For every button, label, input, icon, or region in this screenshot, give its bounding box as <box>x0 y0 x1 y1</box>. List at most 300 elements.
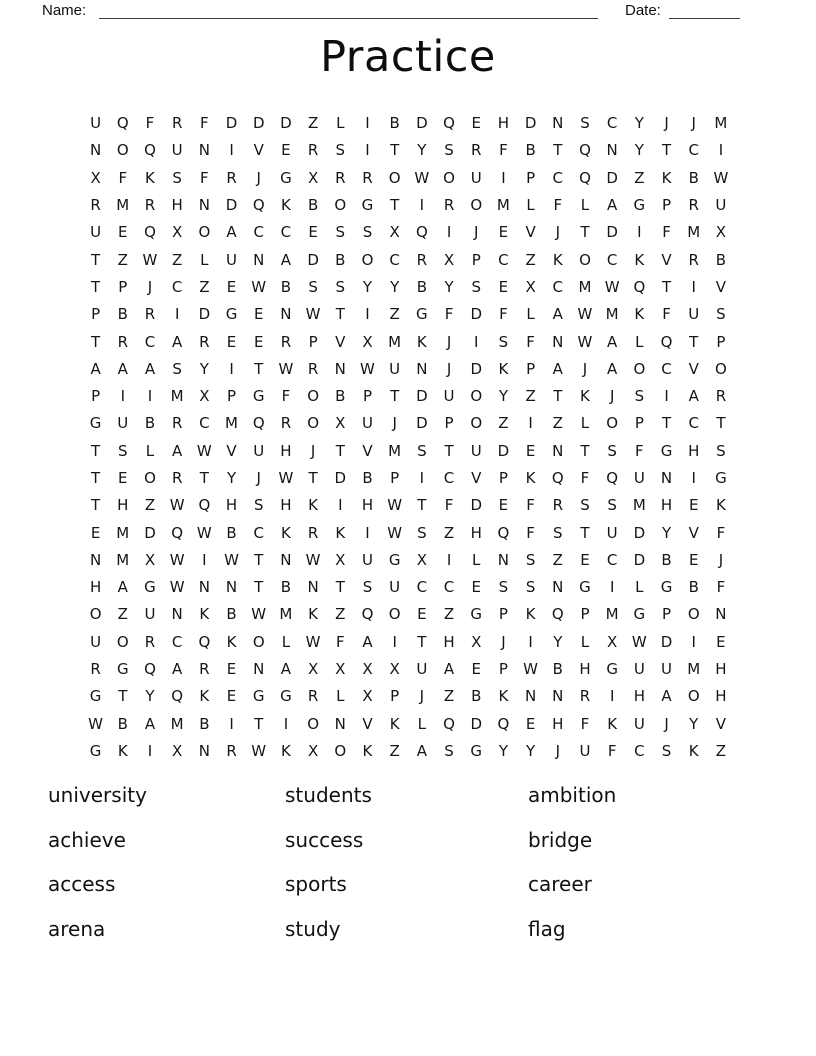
grid-letter: X <box>362 660 373 679</box>
grid-letter: K <box>389 714 400 733</box>
grid-letter: W <box>305 305 321 324</box>
grid-letter: A <box>552 359 563 378</box>
grid-letter: E <box>498 223 509 242</box>
grid-letter: O <box>633 359 646 378</box>
grid-letter: N <box>198 141 210 160</box>
grid-letter: H <box>443 632 455 651</box>
grid-letter: W <box>169 550 185 569</box>
grid-letter: C <box>144 332 156 351</box>
grid-letter: U <box>579 741 591 760</box>
grid-letter: N <box>524 687 537 706</box>
puzzle-title: Practice <box>320 32 496 82</box>
grid-letter: G <box>606 660 618 679</box>
grid-letter: A <box>144 714 156 733</box>
grid-letter: A <box>552 305 563 324</box>
grid-letter: G <box>89 741 102 760</box>
grid-letter: K <box>308 605 319 624</box>
grid-letter: I <box>120 387 125 406</box>
grid-letter: D <box>497 441 510 460</box>
grid-letter: S <box>118 441 128 460</box>
word-list-column <box>285 773 372 951</box>
grid-letter: X <box>416 550 427 569</box>
grid-letter: Q <box>551 469 564 487</box>
grid-letter: N <box>280 550 292 569</box>
grid-letter: A <box>607 359 618 378</box>
grid-letter: I <box>147 387 153 406</box>
grid-letter: S <box>553 523 563 542</box>
grid-letter: E <box>90 523 101 542</box>
grid-letter: L <box>580 414 590 433</box>
grid-letter: S <box>525 578 536 597</box>
grid-letter: J <box>446 359 452 378</box>
grid-letter: Z <box>552 414 563 433</box>
grid-letter: D <box>252 114 265 133</box>
grid-letter: U <box>661 660 673 679</box>
grid-letter: W <box>414 168 430 187</box>
grid-letter: U <box>443 387 455 406</box>
grid-letter: V <box>715 714 727 733</box>
grid-letter: B <box>144 414 156 433</box>
grid-letter: H <box>579 660 591 679</box>
grid-letter: J <box>501 632 506 651</box>
grid-letter: N <box>497 550 510 569</box>
grid-letter: I <box>691 632 696 651</box>
grid-letter: I <box>664 387 669 406</box>
grid-letter: E <box>253 332 264 351</box>
grid-letter: K <box>580 387 590 406</box>
grid-letter: K <box>117 741 128 760</box>
grid-letter: K <box>688 741 699 760</box>
grid-letter: U <box>361 414 373 433</box>
grid-letter: O <box>116 632 129 651</box>
grid-letter: G <box>660 441 673 460</box>
grid-letter: W <box>387 523 403 542</box>
grid-letter: B <box>715 250 727 269</box>
grid-letter: N <box>334 359 346 378</box>
grid-letter: S <box>335 277 346 296</box>
grid-letter: R <box>171 414 183 433</box>
grid-letter: A <box>90 359 101 378</box>
grid-letter: E <box>716 632 726 651</box>
grid-letter: B <box>416 277 427 296</box>
grid-letter: G <box>388 550 401 569</box>
grid-letter: U <box>144 605 156 624</box>
grid-letter: F <box>281 387 291 406</box>
grid-letter: M <box>116 523 130 542</box>
grid-letter: S <box>716 441 726 460</box>
grid-letter: K <box>280 196 291 215</box>
grid-letter: W <box>577 332 593 351</box>
grid-letter: T <box>661 414 672 433</box>
grid-letter: C <box>171 632 183 651</box>
grid-letter: J <box>310 441 316 460</box>
grid-letter: Z <box>389 305 400 324</box>
grid-letter: U <box>416 660 428 679</box>
grid-letter: B <box>226 523 237 542</box>
grid-letter: B <box>307 196 319 215</box>
grid-letter: S <box>417 441 427 460</box>
grid-letter: J <box>691 114 696 133</box>
word-list-item: career <box>528 872 592 897</box>
grid-letter: O <box>687 687 700 706</box>
grid-letter: F <box>716 523 726 542</box>
grid-letter: R <box>335 168 346 187</box>
date-blank-line <box>669 3 740 19</box>
grid-letter: T <box>308 469 318 487</box>
grid-letter: R <box>443 196 455 215</box>
grid-letter: P <box>471 250 481 269</box>
grid-letter: O <box>252 632 265 651</box>
grid-letter: T <box>580 223 590 242</box>
word-list-item: flag <box>528 917 566 942</box>
grid-letter: E <box>308 223 318 242</box>
grid-letter: M <box>714 114 728 133</box>
grid-letter: H <box>470 523 482 542</box>
date-label: Date: <box>625 2 661 19</box>
word-list-item: study <box>285 917 341 942</box>
grid-letter: W <box>169 496 185 515</box>
grid-letter: U <box>226 250 238 269</box>
grid-letter: P <box>634 414 644 433</box>
grid-letter: W <box>251 605 267 624</box>
grid-letter: N <box>89 141 102 160</box>
grid-letter: C <box>498 250 509 269</box>
grid-letter: F <box>444 305 454 324</box>
word-list-item: success <box>285 827 364 852</box>
grid-letter: A <box>117 578 128 597</box>
grid-letter: T <box>254 714 264 733</box>
grid-letter: K <box>525 605 536 624</box>
grid-letter: W <box>305 632 321 651</box>
grid-letter: N <box>552 441 564 460</box>
grid-letter: T <box>417 496 427 515</box>
grid-letter: M <box>170 714 184 733</box>
grid-letter: W <box>196 523 212 542</box>
grid-letter: J <box>664 114 669 133</box>
grid-letter: I <box>174 305 180 324</box>
grid-letter: O <box>715 359 727 378</box>
grid-letter: K <box>226 632 237 651</box>
grid-letter: L <box>580 196 590 215</box>
grid-letter: Q <box>660 332 673 351</box>
grid-letter: Q <box>252 414 265 433</box>
grid-letter: P <box>390 469 400 487</box>
grid-letter: Q <box>116 114 129 133</box>
grid-letter: A <box>661 687 672 706</box>
grid-letter: W <box>196 441 212 460</box>
grid-letter: N <box>225 578 238 597</box>
grid-letter: D <box>633 523 646 542</box>
grid-letter: G <box>280 168 292 187</box>
word-list-column <box>48 773 147 951</box>
grid-letter: R <box>171 469 183 487</box>
grid-letter: F <box>580 714 590 733</box>
grid-letter: Z <box>443 523 455 542</box>
grid-letter: R <box>226 741 237 760</box>
grid-letter: F <box>200 168 209 187</box>
grid-letter: Z <box>443 605 455 624</box>
grid-letter: Q <box>606 469 619 487</box>
grid-letter: B <box>117 714 128 733</box>
grid-letter: I <box>637 223 642 242</box>
grid-letter: Q <box>415 223 428 242</box>
grid-letter: H <box>715 660 727 679</box>
grid-letter: K <box>715 496 726 515</box>
grid-letter: E <box>525 441 536 460</box>
grid-letter: C <box>253 523 264 542</box>
grid-letter: D <box>633 550 646 569</box>
grid-letter: S <box>716 305 726 324</box>
grid-letter: K <box>498 687 509 706</box>
word-list-item: bridge <box>528 827 593 852</box>
grid-letter: Y <box>498 387 508 406</box>
grid-letter: F <box>200 114 209 133</box>
grid-letter: X <box>144 550 156 569</box>
grid-letter: C <box>280 223 292 242</box>
grid-letter: S <box>607 496 617 515</box>
grid-letter: K <box>498 359 509 378</box>
grid-letter: S <box>172 359 182 378</box>
grid-letter: H <box>552 714 564 733</box>
grid-letter: T <box>417 632 427 651</box>
grid-letter: M <box>225 414 238 433</box>
grid-letter: P <box>118 277 128 296</box>
grid-letter: I <box>691 469 696 487</box>
grid-letter: O <box>144 469 156 487</box>
grid-letter: Y <box>444 277 454 296</box>
grid-letter: X <box>443 250 455 269</box>
grid-letter: X <box>525 277 536 296</box>
grid-letter: V <box>362 714 373 733</box>
grid-letter: D <box>416 414 428 433</box>
grid-letter: C <box>606 114 618 133</box>
grid-letter: L <box>417 714 427 733</box>
grid-letter: C <box>606 250 618 269</box>
grid-letter: N <box>171 605 183 624</box>
grid-letter: Y <box>226 469 237 487</box>
grid-letter: D <box>334 469 347 487</box>
grid-letter: R <box>90 660 101 679</box>
grid-letter: F <box>526 332 535 351</box>
grid-letter: O <box>579 250 591 269</box>
grid-letter: D <box>280 114 292 133</box>
grid-letter: M <box>687 660 701 679</box>
grid-letter: G <box>144 578 156 597</box>
grid-letter: W <box>142 250 158 269</box>
grid-letter: P <box>444 414 454 433</box>
grid-letter: M <box>632 496 646 515</box>
grid-letter: K <box>362 741 373 760</box>
grid-letter: R <box>307 359 319 378</box>
grid-letter: K <box>416 332 427 351</box>
grid-letter: Y <box>634 114 644 133</box>
grid-letter: S <box>417 523 427 542</box>
grid-letter: B <box>362 469 373 487</box>
grid-letter: Q <box>633 277 646 296</box>
grid-letter: V <box>471 469 482 487</box>
grid-letter: I <box>283 714 289 733</box>
grid-letter: W <box>251 741 267 760</box>
grid-letter: T <box>444 441 454 460</box>
grid-letter: I <box>528 632 533 651</box>
grid-letter: Z <box>634 168 645 187</box>
grid-letter: L <box>200 250 209 269</box>
grid-letter: D <box>470 359 482 378</box>
grid-letter: Z <box>117 605 128 624</box>
grid-letter: V <box>715 277 727 296</box>
grid-letter: Y <box>553 632 563 651</box>
grid-letter: U <box>117 414 129 433</box>
grid-letter: Z <box>715 741 727 760</box>
grid-letter: O <box>470 387 483 406</box>
grid-letter: X <box>362 332 373 351</box>
grid-letter: T <box>553 141 563 160</box>
grid-letter: S <box>634 387 645 406</box>
grid-letter: V <box>661 250 672 269</box>
grid-letter: B <box>688 578 699 597</box>
grid-letter: G <box>579 578 591 597</box>
grid-letter: I <box>419 196 425 215</box>
grid-letter: E <box>417 605 427 624</box>
grid-letter: W <box>251 277 267 296</box>
grid-letter: G <box>361 196 374 215</box>
grid-letter: F <box>607 741 617 760</box>
grid-letter: K <box>661 168 672 187</box>
grid-letter: X <box>389 660 400 679</box>
grid-letter: Y <box>661 523 672 542</box>
grid-letter: F <box>118 168 128 187</box>
grid-letter: B <box>335 250 346 269</box>
grid-letter: L <box>526 196 535 215</box>
grid-letter: M <box>578 277 592 296</box>
grid-letter: D <box>606 168 618 187</box>
grid-letter: B <box>661 550 672 569</box>
grid-letter: T <box>580 523 590 542</box>
grid-letter: T <box>118 687 128 706</box>
grid-letter: I <box>501 168 506 187</box>
grid-letter: P <box>498 469 508 487</box>
grid-letter: U <box>90 223 102 242</box>
grid-letter: I <box>718 141 724 160</box>
grid-letter: K <box>552 250 563 269</box>
grid-letter: P <box>662 605 672 624</box>
grid-letter: T <box>199 469 209 487</box>
grid-letter: R <box>171 114 183 133</box>
grid-letter: J <box>718 550 724 569</box>
word-search-grid <box>82 110 735 765</box>
grid-letter: O <box>334 196 347 215</box>
grid-letter: G <box>633 196 646 215</box>
grid-letter: Z <box>552 550 563 569</box>
grid-letter: I <box>229 141 234 160</box>
grid-letter: G <box>470 605 483 624</box>
grid-letter: H <box>117 496 129 515</box>
name-blank-line <box>99 3 598 19</box>
grid-letter: F <box>444 496 454 515</box>
grid-letter: J <box>392 414 397 433</box>
grid-letter: E <box>580 550 590 569</box>
grid-letter: H <box>633 687 645 706</box>
grid-letter: E <box>688 550 699 569</box>
grid-letter: Q <box>144 223 156 242</box>
grid-letter: X <box>715 223 727 242</box>
grid-letter: C <box>688 414 699 433</box>
grid-letter: P <box>498 605 508 624</box>
grid-letter: C <box>443 578 455 597</box>
grid-letter: Y <box>526 741 536 760</box>
grid-letter: W <box>278 469 294 487</box>
grid-letter: X <box>172 741 183 760</box>
grid-letter: Q <box>579 141 591 160</box>
grid-letter: Y <box>417 141 427 160</box>
grid-letter: N <box>715 605 727 624</box>
grid-letter: K <box>280 523 291 542</box>
grid-letter: W <box>224 550 239 569</box>
grid-letter: Y <box>689 714 699 733</box>
grid-letter: Z <box>525 387 536 406</box>
grid-letter: R <box>688 250 699 269</box>
grid-letter: N <box>334 714 346 733</box>
grid-letter: C <box>688 141 699 160</box>
grid-letter: H <box>280 441 292 460</box>
grid-letter: K <box>199 687 210 706</box>
grid-letter: H <box>280 496 292 515</box>
grid-letter: T <box>91 250 101 269</box>
grid-letter: T <box>335 441 345 460</box>
grid-letter: V <box>362 441 373 460</box>
grid-letter: F <box>526 496 535 515</box>
grid-letter: R <box>144 632 156 651</box>
grid-letter: A <box>607 332 618 351</box>
grid-letter: F <box>553 196 563 215</box>
grid-letter: R <box>307 687 319 706</box>
grid-letter: E <box>471 660 481 679</box>
grid-letter: E <box>498 277 509 296</box>
grid-letter: W <box>713 168 729 187</box>
grid-letter: B <box>117 305 128 324</box>
grid-letter: D <box>660 632 673 651</box>
grid-letter: Z <box>525 250 536 269</box>
grid-letter: N <box>307 578 319 597</box>
grid-letter: O <box>443 168 455 187</box>
grid-letter: B <box>335 387 346 406</box>
word-list-item: achieve <box>48 827 126 852</box>
grid-letter: X <box>471 632 482 651</box>
grid-letter: M <box>116 550 130 569</box>
grid-letter: W <box>278 359 294 378</box>
grid-letter: D <box>144 523 156 542</box>
grid-letter: S <box>308 277 318 296</box>
grid-letter: F <box>635 441 644 460</box>
grid-letter: T <box>390 141 400 160</box>
grid-letter: H <box>497 114 510 133</box>
grid-letter: B <box>280 277 292 296</box>
grid-letter: R <box>226 168 237 187</box>
grid-letter: O <box>198 223 211 242</box>
grid-letter: O <box>470 414 483 433</box>
grid-letter: D <box>225 114 238 133</box>
grid-letter: C <box>389 250 400 269</box>
grid-letter: U <box>171 141 183 160</box>
grid-letter: Q <box>497 523 510 542</box>
grid-letter: R <box>90 196 101 215</box>
grid-letter: N <box>198 578 210 597</box>
grid-letter: Z <box>117 250 128 269</box>
grid-letter: L <box>635 578 644 597</box>
grid-letter: S <box>253 496 264 515</box>
grid-letter: W <box>523 660 539 679</box>
grid-letter: G <box>660 578 673 597</box>
